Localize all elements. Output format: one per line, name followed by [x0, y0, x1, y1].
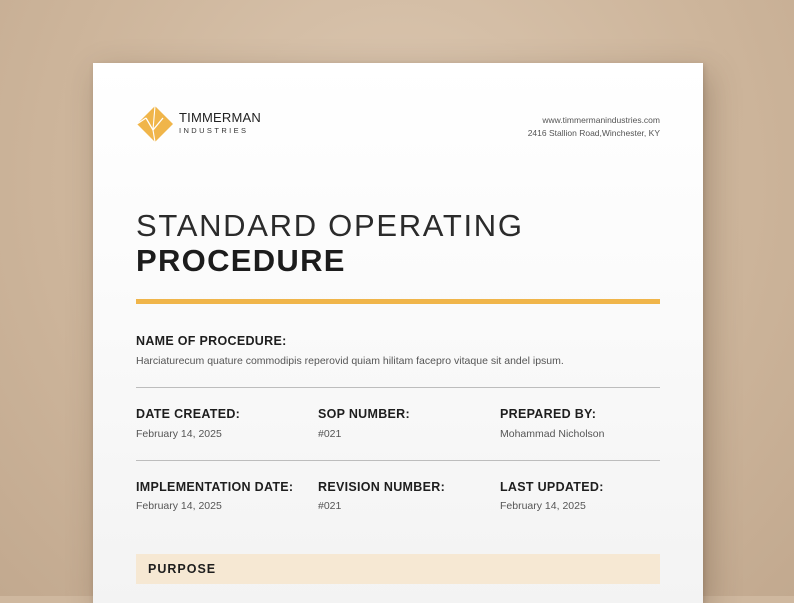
company-website: www.timmermanindustries.com	[542, 115, 660, 125]
last-updated-label: LAST UPDATED:	[500, 480, 604, 494]
title-accent-rule	[136, 299, 660, 304]
date-created-value: February 14, 2025	[136, 428, 222, 440]
company-logo	[136, 105, 261, 143]
prepared-by-label: PREPARED BY:	[500, 407, 597, 421]
last-updated-value: February 14, 2025	[500, 500, 586, 512]
company-name: TIMMERMAN	[179, 110, 261, 125]
section-divider	[136, 460, 660, 461]
implementation-date-label: IMPLEMENTATION DATE:	[136, 480, 294, 494]
sop-document-page	[93, 63, 703, 603]
sop-number-label: SOP NUMBER:	[318, 407, 410, 421]
purpose-heading: PURPOSE	[148, 562, 217, 576]
diamond-logo-icon	[136, 105, 174, 143]
revision-number-value: #021	[318, 500, 342, 512]
document-title-line2: PROCEDURE	[136, 243, 346, 278]
prepared-by-value: Mohammad Nicholson	[500, 428, 605, 440]
section-divider	[136, 387, 660, 388]
date-created-label: DATE CREATED:	[136, 407, 241, 421]
procedure-name-label: NAME OF PROCEDURE:	[136, 334, 287, 348]
implementation-date-value: February 14, 2025	[136, 500, 222, 512]
purpose-section-header	[136, 554, 660, 584]
sop-number-value: #021	[318, 428, 342, 440]
revision-number-label: REVISION NUMBER:	[318, 480, 446, 494]
company-contact	[528, 114, 660, 140]
company-address: 2416 Stallion Road,Winchester, KY	[527, 128, 660, 138]
procedure-name-value: Harciaturecum quature commodipis reperovid quiam hilitam facepro vitaque sit andel ipsum.	[136, 355, 564, 367]
document-title-line1: STANDARD OPERATING	[136, 208, 524, 243]
company-subtitle: INDUSTRIES	[179, 126, 249, 135]
